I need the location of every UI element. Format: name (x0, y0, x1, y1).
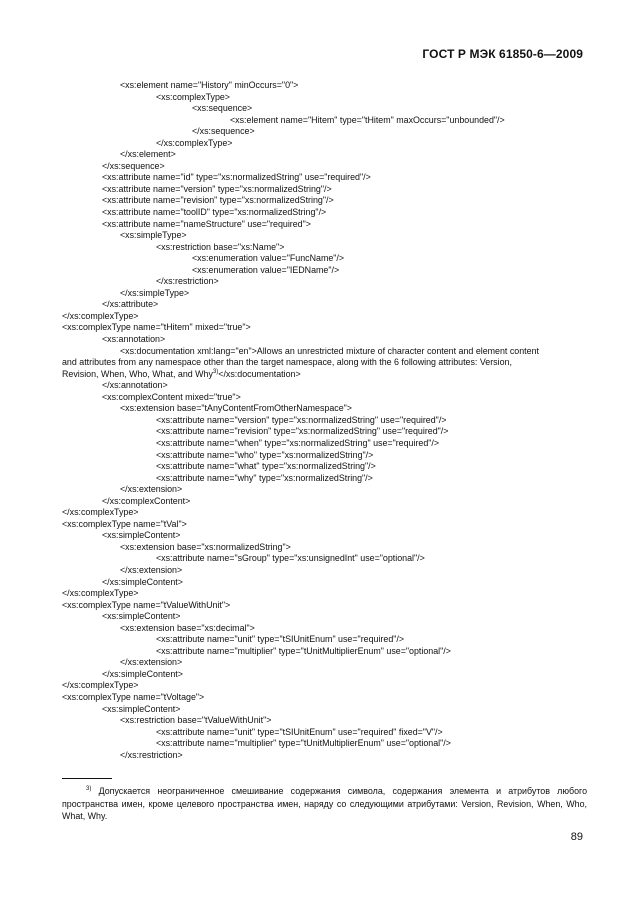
code-line-text: <xs:element name="History" minOccurs="0"> (120, 80, 299, 90)
code-line (62, 403, 587, 415)
code-line-text: </xs:complexType> (62, 507, 139, 518)
code-line (62, 542, 587, 554)
code-line-text: <xs:extension base="xs:normalizedString"> (120, 541, 291, 552)
code-line-text: <xs:attribute name="id" type="xs:normalizedString" use="required"/> (102, 172, 371, 183)
code-line (62, 149, 587, 161)
code-line (62, 565, 587, 577)
code-line (62, 242, 587, 254)
footnote-marker: 3) (86, 786, 92, 793)
footnote-divider (62, 778, 112, 779)
code-line-text: </xs:complexType> (62, 680, 139, 691)
code-line (62, 322, 587, 334)
code-line-text: </xs:restriction> (156, 276, 219, 287)
code-line-text: <xs:element name="Hitem" type="tHitem" maxOccurs="unbounded"/> (230, 114, 505, 125)
code-line-text: <xs:attribute name="unit" type="tSIUnitEnum" use="required" fixed="V"/> (156, 726, 443, 737)
code-line (62, 507, 587, 519)
code-line-text: <xs:attribute name="nameStructure" use="required"> (102, 218, 311, 229)
footnote-reference: 3) (212, 368, 219, 375)
code-line-text: </xs:sequence> (192, 126, 255, 137)
code-line-text: </xs:complexType> (156, 137, 233, 148)
code-line (62, 450, 587, 462)
code-line-text-after: </xs:documentation> (218, 368, 301, 379)
code-line-text: </xs:complexType> (62, 310, 139, 321)
code-line-text: </xs:extension> (120, 484, 183, 495)
code-line (62, 657, 587, 669)
code-line-text: </xs:complexType> (62, 588, 139, 599)
code-line (62, 172, 587, 184)
code-line-text: <xs:attribute name="unit" type="tSIUnitEnum" use="required"/> (156, 634, 405, 645)
code-line-text: <xs:restriction base="tValueWithUnit"> (120, 715, 272, 726)
footnote (62, 785, 587, 823)
code-line-text: </xs:annotation> (102, 380, 168, 391)
code-line (62, 704, 587, 716)
code-line-text: <xs:complexContent mixed="true"> (102, 391, 241, 402)
code-line-text: <xs:simpleContent> (102, 703, 181, 714)
xml-schema-code-block (62, 80, 587, 761)
code-line-text: </xs:element> (120, 149, 176, 160)
code-line-text: <xs:attribute name="multiplier" type="tUnitMultiplierEnum" use="optional"/> (156, 645, 451, 656)
code-line (62, 80, 587, 92)
page-number: 89 (570, 831, 583, 843)
code-line (62, 634, 587, 646)
code-line-text: <xs:extension base="tAnyContentFromOtherNamespace"> (120, 403, 352, 414)
code-line-text: <xs:attribute name="when" type="xs:normalizedString" use="required"/> (156, 437, 440, 448)
code-line-text: <xs:attribute name="why" type="xs:normalizedString"/> (156, 472, 373, 483)
code-line-text: <xs:complexType name="tValueWithUnit"> (62, 599, 231, 610)
code-line (62, 380, 587, 392)
code-line-text: </xs:simpleContent> (102, 668, 183, 679)
code-line-text: <xs:extension base="xs:decimal"> (120, 622, 255, 633)
code-line-text: <xs:simpleContent> (102, 611, 181, 622)
code-line (62, 219, 587, 231)
code-line (62, 276, 587, 288)
code-line-text: <xs:complexType name="tVoltage"> (62, 691, 205, 702)
code-line (62, 426, 587, 438)
code-line-text: <xs:attribute name="who" type="xs:normalizedString"/> (156, 449, 374, 460)
code-line-text: <xs:simpleContent> (102, 530, 181, 541)
code-line (62, 727, 587, 739)
code-line (62, 369, 587, 381)
code-line-text: Revision, When, Who, What, and Why (62, 368, 213, 379)
footnote-text: Допускается неограниченное смешивание содержания символа, содержания элемента и атрибутов любого пространства имен, кроме целевого пространства имен, наряду со следующими атрибутами: Version, Revision, When, Who, What, Why. (62, 786, 588, 821)
code-line-text: <xs:enumeration value="IEDName"/> (192, 264, 340, 275)
code-line (62, 115, 587, 127)
code-line-text: <xs:annotation> (102, 334, 166, 345)
code-line (62, 392, 587, 404)
code-line (62, 230, 587, 242)
code-line-text: </xs:extension> (120, 657, 183, 668)
code-line-text: <xs:sequence> (192, 103, 253, 114)
code-line-text: </xs:restriction> (120, 749, 183, 760)
code-line (62, 184, 587, 196)
code-line (62, 473, 587, 485)
code-line-text: </xs:attribute> (102, 299, 159, 310)
code-line-text: <xs:attribute name="revision" type="xs:normalizedString"/> (102, 195, 334, 206)
code-line (62, 103, 587, 115)
code-line (62, 299, 587, 311)
code-line-text: <xs:simpleType> (120, 230, 187, 241)
code-line (62, 346, 587, 358)
code-line (62, 496, 587, 508)
code-line (62, 680, 587, 692)
code-line-text: <xs:attribute name="revision" type="xs:normalizedString" use="required"/> (156, 426, 449, 437)
code-line (62, 611, 587, 623)
code-line-text: <xs:attribute name="multiplier" type="tUnitMultiplierEnum" use="optional"/> (156, 738, 451, 749)
code-line-text: <xs:documentation xml:lang="en">Allows an unrestricted mixture of character content and element content (120, 345, 539, 356)
code-line (62, 138, 587, 150)
code-line (62, 484, 587, 496)
code-line (62, 195, 587, 207)
code-line-text: </xs:complexContent> (102, 495, 191, 506)
code-line (62, 311, 587, 323)
code-line (62, 357, 587, 369)
code-line-text: <xs:attribute name="version" type="xs:normalizedString" use="required"/> (156, 414, 447, 425)
code-line (62, 92, 587, 104)
code-line (62, 692, 587, 704)
code-line (62, 461, 587, 473)
code-line (62, 265, 587, 277)
code-line (62, 334, 587, 346)
code-line (62, 600, 587, 612)
code-line (62, 519, 587, 531)
code-line (62, 738, 587, 750)
code-line-text: <xs:attribute name="toolID" type="xs:normalizedString"/> (102, 207, 327, 218)
code-line-text: </xs:simpleContent> (102, 576, 183, 587)
code-line-text: </xs:extension> (120, 564, 183, 575)
code-line (62, 577, 587, 589)
code-line-text: </xs:simpleType> (120, 287, 190, 298)
document-header: ГОСТ Р МЭК 61850-6—2009 (422, 47, 583, 61)
code-line (62, 750, 587, 762)
code-line (62, 530, 587, 542)
code-line (62, 161, 587, 173)
code-line-text: </xs:sequence> (102, 160, 165, 171)
code-line-text: <xs:attribute name="what" type="xs:normalizedString"/> (156, 461, 376, 472)
code-line (62, 438, 587, 450)
code-line (62, 553, 587, 565)
code-line-text: <xs:attribute name="sGroup" type="xs:unsignedInt" use="optional"/> (156, 553, 425, 564)
code-line-text: <xs:restriction base="xs:Name"> (156, 241, 285, 252)
code-line-text: and attributes from any namespace other than the target namespace, along with the 6 following attributes: Version, (62, 357, 512, 368)
code-line (62, 646, 587, 658)
code-line (62, 588, 587, 600)
code-line (62, 126, 587, 138)
code-line-text: <xs:complexType> (156, 91, 230, 102)
code-line (62, 715, 587, 727)
code-line (62, 669, 587, 681)
code-line-text: <xs:enumeration value="FuncName"/> (192, 253, 345, 264)
code-line (62, 623, 587, 635)
code-line (62, 288, 587, 300)
code-line-text: <xs:attribute name="version" type="xs:normalizedString"/> (102, 183, 332, 194)
code-line-text: <xs:complexType name="tHitem" mixed="true"> (62, 322, 251, 333)
code-line (62, 253, 587, 265)
code-line-text: <xs:complexType name="tVal"> (62, 518, 187, 529)
code-line (62, 415, 587, 427)
code-line (62, 207, 587, 219)
